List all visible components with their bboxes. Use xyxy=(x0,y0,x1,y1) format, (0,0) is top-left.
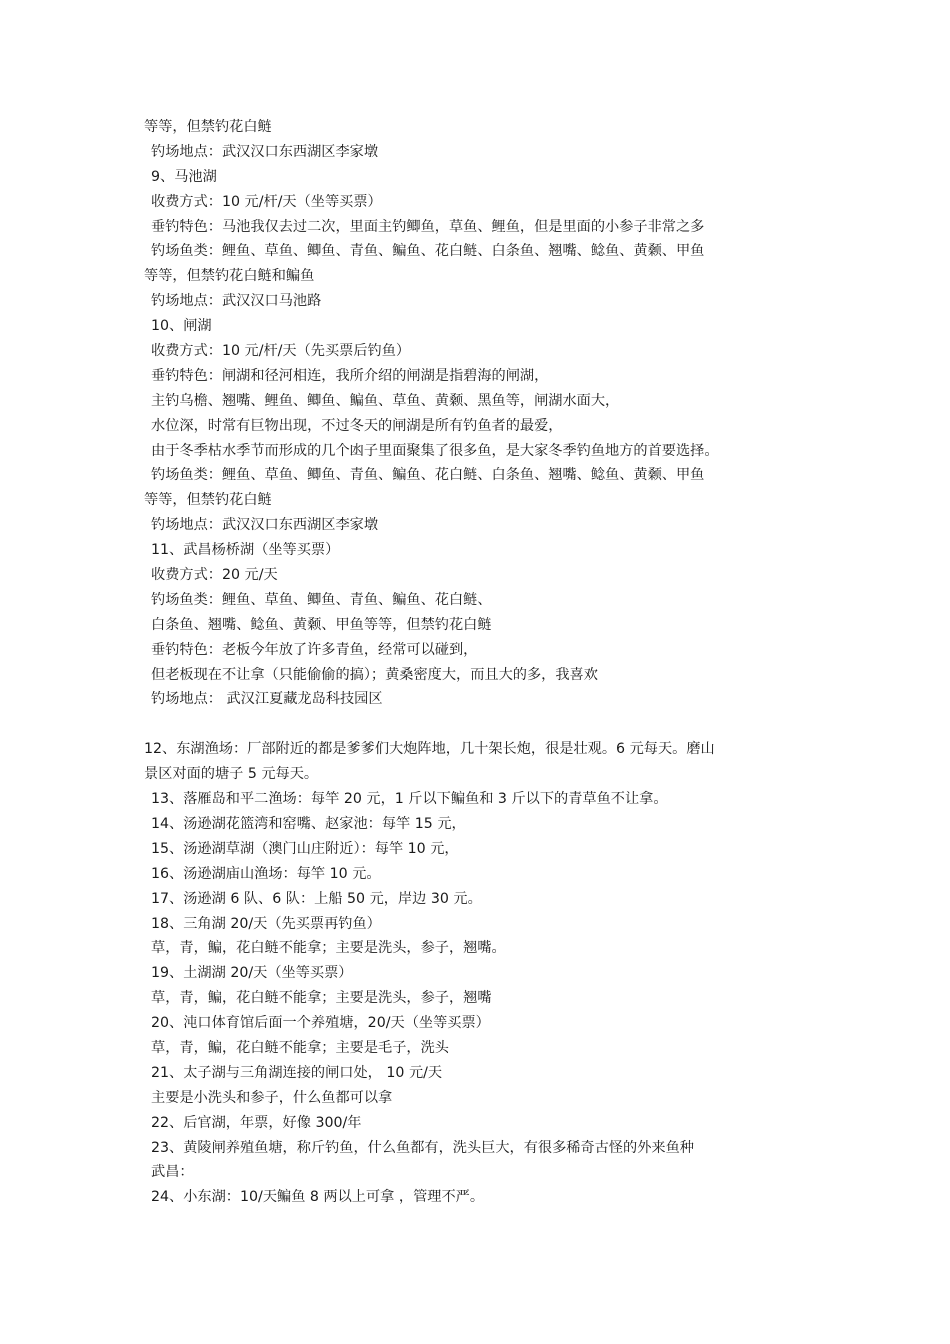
text-line: 垂钓特色：闸湖和径河相连，我所介绍的闸湖是指碧海的闸湖， xyxy=(151,367,549,384)
text-line: 18、三角湖 20/天（先买票再钓鱼） xyxy=(151,915,381,932)
text-line: 但老板现在不让拿（只能偷偷的搞）；黄桑密度大，而且大的多，我喜欢 xyxy=(151,666,598,683)
blank-line xyxy=(144,712,824,737)
text-line: 景区对面的塘子 5 元每天。 xyxy=(144,766,319,783)
text-line: 由于冬季枯水季节而形成的几个凼子里面聚集了很多鱼，是大家冬季钓鱼地方的首要选择。 xyxy=(151,442,719,459)
text-line: 等等，但禁钓花白鲢 xyxy=(144,492,272,509)
text-line: 收费方式：10 元/杆/天（坐等买票） xyxy=(151,193,382,210)
text-line: 收费方式：10 元/杆/天（先买票后钓鱼） xyxy=(151,343,411,360)
text-line: 钓场地点：武汉汉口东西湖区李家墩 xyxy=(151,517,379,534)
text-line: 24、小东湖：10/天鳊鱼 8 两以上可拿 ，管理不严。 xyxy=(151,1189,485,1206)
text-line: 钓场地点：武汉汉口东西湖区李家墩 xyxy=(151,143,379,160)
text-line: 20、沌口体育馆后面一个养殖塘，20/天（坐等买票） xyxy=(151,1015,490,1032)
document-body xyxy=(144,115,824,1210)
text-line: 钓场鱼类：鲤鱼、草鱼、鲫鱼、青鱼、鳊鱼、花白鲢、 xyxy=(151,591,492,608)
text-line: 19、土湖湖 20/天（坐等买票） xyxy=(151,965,353,982)
text-line: 11、武昌杨桥湖（坐等买票） xyxy=(151,542,340,559)
text-line: 16、汤逊湖庙山渔场：每竿 10 元。 xyxy=(151,865,381,882)
text-line: 等等，但禁钓花白鲢和鳊鱼 xyxy=(144,268,315,285)
text-line: 钓场地点： 武汉江夏藏龙岛科技园区 xyxy=(151,691,383,708)
text-line: 12、东湖渔场：厂部附近的都是爹爹们大炮阵地，几十架长炮，很是壮观。6 元每天。磨山 xyxy=(144,741,715,758)
text-line: 21、太子湖与三角湖连接的闸口处， 10 元/天 xyxy=(151,1064,443,1081)
text-line: 15、汤逊湖草湖（澳门山庄附近）：每竿 10 元， xyxy=(151,840,459,857)
text-line: 白条鱼、翘嘴、鲶鱼、黄颡、甲鱼等等，但禁钓花白鲢 xyxy=(151,616,492,633)
text-line: 收费方式：20 元/天 xyxy=(151,567,278,584)
text-line: 水位深，时常有巨物出现，不过冬天的闸湖是所有钓鱼者的最爱， xyxy=(151,417,563,434)
text-line: 主钓乌檐、翘嘴、鲤鱼、鲫鱼、鳊鱼、草鱼、黄颡、黑鱼等，闸湖水面大， xyxy=(151,392,620,409)
text-line: 17、汤逊湖 6 队、6 队：上船 50 元，岸边 30 元。 xyxy=(151,890,482,907)
text-line: 22、后官湖，年票，好像 300/年 xyxy=(151,1114,362,1131)
text-line: 等等，但禁钓花白鲢 xyxy=(144,119,272,135)
text-line: 草，青，鳊，花白鲢不能拿；主要是洗头，参子，翘嘴。 xyxy=(151,940,506,957)
text-line: 10、闸湖 xyxy=(151,318,212,335)
text-line: 草，青，鳊，花白鲢不能拿；主要是洗头，参子，翘嘴 xyxy=(151,990,492,1007)
text-line: 钓场地点：武汉汉口马池路 xyxy=(151,293,322,310)
text-line: 草，青，鳊，花白鲢不能拿；主要是毛子，洗头 xyxy=(151,1039,449,1056)
text-line: 钓场鱼类：鲤鱼、草鱼、鲫鱼、青鱼、鳊鱼、花白鲢、白条鱼、翘嘴、鲶鱼、黄颡、甲鱼 xyxy=(151,467,705,484)
text-line: 武昌： xyxy=(151,1164,194,1181)
text-line: 23、黄陵闸养殖鱼塘，称斤钓鱼，什么鱼都有，洗头巨大，有很多稀奇古怪的外来鱼种 xyxy=(151,1139,694,1156)
text-line: 钓场鱼类：鲤鱼、草鱼、鲫鱼、青鱼、鳊鱼、花白鲢、白条鱼、翘嘴、鲶鱼、黄颡、甲鱼 xyxy=(151,243,705,260)
text-line: 主要是小洗头和参子，什么鱼都可以拿 xyxy=(151,1089,393,1106)
text-line: 垂钓特色：马池我仅去过二次，里面主钓鲫鱼，草鱼、鲤鱼，但是里面的小参子非常之多 xyxy=(151,218,705,235)
text-line: 14、汤逊湖花篮湾和窑嘴、赵家池：每竿 15 元， xyxy=(151,815,466,832)
text-line: 垂钓特色：老板今年放了许多青鱼，经常可以碰到， xyxy=(151,641,478,658)
text-line: 9、马池湖 xyxy=(151,168,217,185)
text-line: 13、落雁岛和平二渔场：每竿 20 元，1 斤以下鳊鱼和 3 斤以下的青草鱼不让拿。 xyxy=(151,791,668,808)
